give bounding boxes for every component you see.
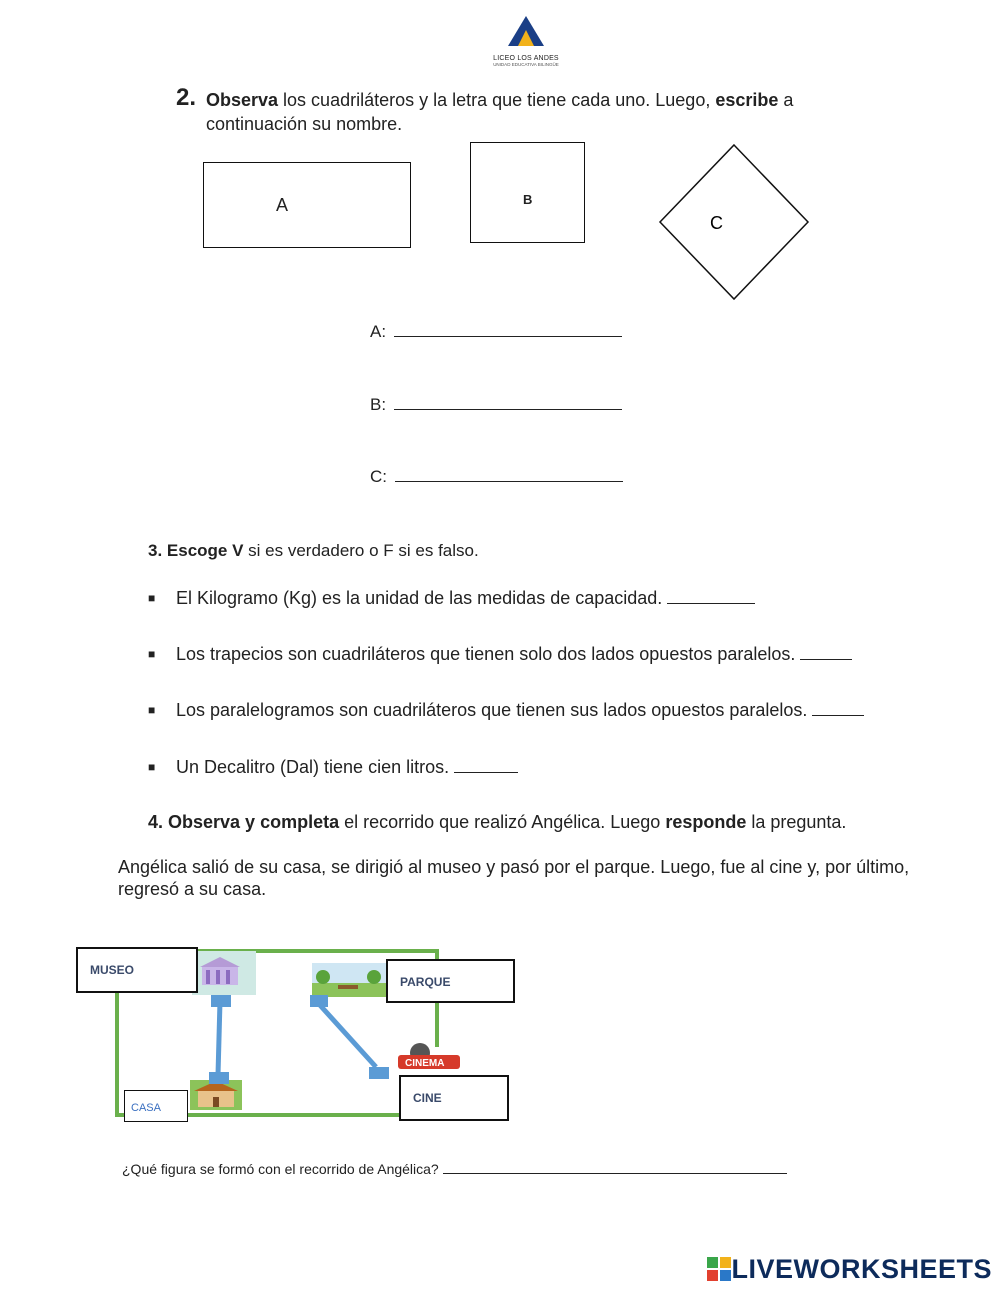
shape-a-rectangle <box>203 162 411 248</box>
bullet-square-icon: ■ <box>148 760 156 774</box>
answer-row-c: C: <box>370 467 623 487</box>
bullet-square-icon: ■ <box>148 703 156 717</box>
tf-input-4[interactable] <box>454 758 518 773</box>
school-logo <box>490 14 562 67</box>
shape-b-square <box>470 142 585 243</box>
place-box-cine[interactable]: CINE <box>399 1075 509 1121</box>
logo-mountain-icon <box>506 14 546 48</box>
place-box-casa[interactable]: CASA <box>124 1090 188 1122</box>
place-box-museo[interactable]: MUSEO <box>76 947 198 993</box>
route-story: Angélica salió de su casa, se dirigió al museo y pasó por el parque. Luego, fue al cine y, por último, regresó a su casa. <box>118 857 910 899</box>
logo-subtitle: UNIDAD EDUCATIVA BILINGÜE <box>493 62 559 67</box>
shape-c-rhombus <box>658 143 810 301</box>
connector-line <box>318 1003 376 1067</box>
question-2-instructions: Observa los cuadriláteros y la letra que tiene cada uno. Luego, escribe a continuación su nombre. <box>206 90 794 134</box>
shape-b-label: B <box>523 192 533 207</box>
bullet-square-icon: ■ <box>148 647 156 661</box>
place-box-parque[interactable]: PARQUE <box>386 959 515 1003</box>
true-false-item-4: ■ Un Decalitro (Dal) tiene cien litros. <box>148 757 518 778</box>
question-3-title: 3. Escoge V si es verdadero o F si es falso. <box>148 541 479 560</box>
answer-input-b[interactable] <box>394 395 622 410</box>
true-false-item-1: ■ El Kilogramo (Kg) es la unidad de las medidas de capacidad. <box>148 588 755 609</box>
answer-input-a[interactable] <box>394 322 622 337</box>
logo-title: LICEO LOS ANDES <box>493 55 559 62</box>
tf-input-3[interactable] <box>812 701 864 716</box>
connector-node[interactable] <box>310 995 328 1007</box>
liveworksheets-logo: LIVEWORKSHEETS <box>707 1254 992 1285</box>
museum-icon <box>192 951 256 995</box>
true-false-item-3: ■ Los paralelogramos son cuadriláteros que tienen sus lados opuestos paralelos. <box>148 700 864 721</box>
house-icon <box>190 1080 242 1110</box>
answer-row-a: A: <box>370 322 622 342</box>
question-4-title: 4. Observa y completa el recorrido que realizó Angélica. Luego responde la pregunta. <box>148 812 847 832</box>
connector-node[interactable] <box>209 1072 229 1084</box>
park-icon <box>312 963 386 997</box>
answer-row-b: B: <box>370 395 622 415</box>
shape-c-label: C <box>710 213 723 233</box>
bullet-square-icon: ■ <box>148 591 156 605</box>
final-answer-input[interactable] <box>443 1161 787 1174</box>
cinema-sign-text: CINEMA <box>405 1058 445 1069</box>
answer-input-c[interactable] <box>395 467 623 482</box>
tf-input-1[interactable] <box>667 589 755 604</box>
question-2-number: 2. <box>176 84 197 111</box>
connector-node[interactable] <box>211 995 231 1007</box>
tf-input-2[interactable] <box>800 645 852 660</box>
final-question: ¿Qué figura se formó con el recorrido de Angélica? <box>122 1161 787 1177</box>
shape-a-label: A <box>276 195 289 215</box>
connector-line <box>218 1001 220 1075</box>
true-false-item-2: ■ Los trapecios son cuadriláteros que tienen solo dos lados opuestos paralelos. <box>148 644 852 665</box>
connector-node[interactable] <box>369 1067 389 1079</box>
liveworksheets-grid-icon <box>707 1257 731 1281</box>
